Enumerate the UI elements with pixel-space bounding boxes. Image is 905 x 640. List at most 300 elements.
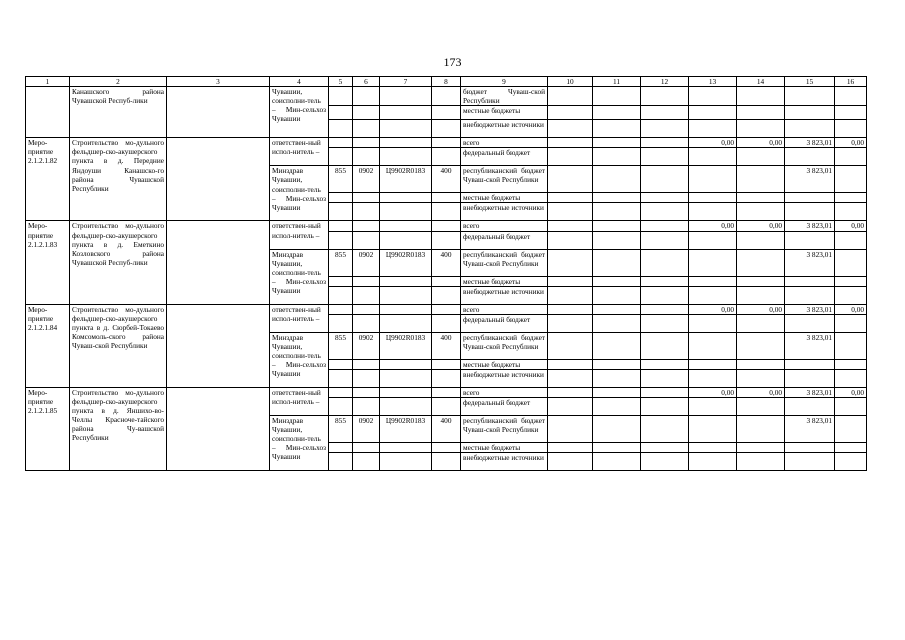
empty-cell <box>353 106 380 120</box>
column-number-cell: 11 <box>593 77 641 87</box>
empty-cell <box>689 87 737 106</box>
amount-cell: 0,00 <box>689 138 737 148</box>
empty-cell <box>641 138 689 148</box>
empty-cell <box>785 120 835 138</box>
empty-cell <box>548 221 593 231</box>
empty-cell <box>835 87 867 106</box>
column-number-cell: 15 <box>785 77 835 87</box>
event-id-cell: Меро-приятие 2.1.2.1.84 <box>26 304 70 387</box>
csr-cell: Ц9902R0183 <box>380 249 432 276</box>
vr-cell: 400 <box>432 332 461 359</box>
empty-cell <box>593 231 641 249</box>
object-cell: Строительство мо-дульного фельдшер-ско-акушерского пункта в д. Яншихо-во-Челлы Красноче-тайского района Чу-вашской Республики <box>70 387 167 470</box>
empty-cell <box>353 221 380 231</box>
empty-cell <box>737 166 785 193</box>
empty-cell <box>548 106 593 120</box>
executor-cell: Минздрав Чувашии, соисполни-тель – Мин-сельхоз Чувашии <box>270 332 329 387</box>
empty-cell <box>689 249 737 276</box>
empty-cell <box>641 87 689 106</box>
amount-cell: 3 823,01 <box>785 415 835 442</box>
funding-source-cell: местные бюджеты <box>461 276 548 286</box>
empty-cell <box>432 397 461 415</box>
empty-cell <box>432 442 461 452</box>
vr-cell: 400 <box>432 415 461 442</box>
empty-cell <box>737 249 785 276</box>
empty-cell <box>353 453 380 471</box>
empty-cell <box>380 148 432 166</box>
object-cell: Строительство мо-дульного фельдшер-ско-акушерского пункта в д. Сюрбей-Токаево Комсомоль-ского района Чуваш-ской Республики <box>70 304 167 387</box>
empty-cell <box>380 106 432 120</box>
empty-cell <box>737 332 785 359</box>
empty-cell <box>737 442 785 452</box>
empty-cell <box>593 106 641 120</box>
empty-cell <box>432 304 461 314</box>
empty-cell <box>380 314 432 332</box>
empty-cell <box>641 453 689 471</box>
funding-source-cell: всего <box>461 221 548 231</box>
empty-cell <box>167 221 270 304</box>
empty-cell <box>737 359 785 369</box>
empty-cell <box>835 166 867 193</box>
empty-cell <box>593 166 641 193</box>
empty-cell <box>593 332 641 359</box>
amount-cell: 3 823,01 <box>785 249 835 276</box>
empty-cell <box>641 442 689 452</box>
empty-cell <box>329 203 353 221</box>
empty-cell <box>329 453 353 471</box>
empty-cell <box>689 106 737 120</box>
empty-cell <box>548 453 593 471</box>
funding-source-cell: федеральный бюджет <box>461 148 548 166</box>
funding-source-cell: республиканский бюджет Чуваш-ской Республики <box>461 415 548 442</box>
empty-cell <box>380 276 432 286</box>
empty-cell <box>432 359 461 369</box>
event-id-cell: Меро-приятие 2.1.2.1.82 <box>26 138 70 221</box>
empty-cell <box>737 397 785 415</box>
empty-cell <box>353 314 380 332</box>
funding-source-cell: всего <box>461 387 548 397</box>
empty-cell <box>380 286 432 304</box>
funding-source-cell: местные бюджеты <box>461 359 548 369</box>
empty-cell <box>785 203 835 221</box>
empty-cell <box>689 442 737 452</box>
empty-cell <box>329 120 353 138</box>
empty-cell <box>353 120 380 138</box>
empty-cell <box>737 369 785 387</box>
empty-cell <box>835 359 867 369</box>
empty-cell <box>835 106 867 120</box>
funding-source-cell: внебюджетные источники <box>461 286 548 304</box>
column-number-cell: 13 <box>689 77 737 87</box>
empty-cell <box>593 221 641 231</box>
empty-cell <box>432 106 461 120</box>
empty-cell <box>353 387 380 397</box>
empty-cell <box>689 369 737 387</box>
empty-cell <box>329 138 353 148</box>
empty-cell <box>353 359 380 369</box>
empty-cell <box>689 148 737 166</box>
empty-cell <box>785 148 835 166</box>
empty-cell <box>329 193 353 203</box>
event-id-cell: Меро-приятие 2.1.2.1.85 <box>26 387 70 470</box>
empty-cell <box>432 231 461 249</box>
empty-cell <box>380 120 432 138</box>
amount-cell: 3 823,01 <box>785 304 835 314</box>
empty-cell <box>641 276 689 286</box>
column-number-cell: 3 <box>167 77 270 87</box>
budget-table <box>25 76 867 471</box>
empty-cell <box>593 120 641 138</box>
empty-cell <box>593 87 641 106</box>
empty-cell <box>641 314 689 332</box>
empty-cell <box>329 286 353 304</box>
empty-cell <box>353 442 380 452</box>
empty-cell <box>785 106 835 120</box>
table-row <box>26 138 867 148</box>
empty-cell <box>167 138 270 221</box>
empty-cell <box>785 193 835 203</box>
empty-cell <box>689 193 737 203</box>
column-number-cell: 10 <box>548 77 593 87</box>
empty-cell <box>593 249 641 276</box>
empty-cell <box>835 397 867 415</box>
empty-cell <box>641 203 689 221</box>
object-cell: Строительство мо-дульного фельдшер-ско-акушерского пункта в д. Еметкино Козловского района Чувашской Респуб-лики <box>70 221 167 304</box>
empty-cell <box>835 415 867 442</box>
empty-cell <box>785 87 835 106</box>
empty-cell <box>737 148 785 166</box>
empty-cell <box>737 87 785 106</box>
empty-cell <box>641 286 689 304</box>
empty-cell <box>737 106 785 120</box>
empty-cell <box>835 314 867 332</box>
empty-cell <box>432 369 461 387</box>
empty-cell <box>432 193 461 203</box>
empty-cell <box>641 231 689 249</box>
empty-cell <box>329 148 353 166</box>
empty-cell <box>641 304 689 314</box>
empty-cell <box>380 221 432 231</box>
amount-cell: 0,00 <box>689 304 737 314</box>
empty-cell <box>641 106 689 120</box>
empty-cell <box>329 87 353 106</box>
amount-cell: 3 823,01 <box>785 332 835 359</box>
empty-cell <box>593 397 641 415</box>
rzpr-cell: 0902 <box>353 332 380 359</box>
column-number-cell: 14 <box>737 77 785 87</box>
empty-cell <box>689 286 737 304</box>
funding-source-cell: республиканский бюджет Чуваш-ской Республики <box>461 249 548 276</box>
column-number-cell: 7 <box>380 77 432 87</box>
empty-cell <box>329 304 353 314</box>
empty-cell <box>689 332 737 359</box>
empty-cell <box>548 193 593 203</box>
column-number-cell: 5 <box>329 77 353 87</box>
empty-cell <box>380 138 432 148</box>
amount-cell: 0,00 <box>835 304 867 314</box>
amount-cell: 3 823,01 <box>785 221 835 231</box>
amount-cell: 0,00 <box>737 304 785 314</box>
empty-cell <box>785 276 835 286</box>
empty-cell <box>593 203 641 221</box>
column-number-cell: 2 <box>70 77 167 87</box>
column-number-cell: 16 <box>835 77 867 87</box>
empty-cell <box>593 314 641 332</box>
empty-cell <box>641 359 689 369</box>
empty-cell <box>737 415 785 442</box>
empty-cell <box>329 442 353 452</box>
column-number-cell: 8 <box>432 77 461 87</box>
empty-cell <box>593 453 641 471</box>
funding-source-cell: внебюджетные источники <box>461 120 548 138</box>
empty-cell <box>432 203 461 221</box>
empty-cell <box>593 369 641 387</box>
funding-source-cell: федеральный бюджет <box>461 314 548 332</box>
empty-cell <box>380 231 432 249</box>
empty-cell <box>835 453 867 471</box>
empty-cell <box>593 359 641 369</box>
funding-source-cell: федеральный бюджет <box>461 231 548 249</box>
empty-cell <box>785 442 835 452</box>
funding-source-cell: внебюджетные источники <box>461 453 548 471</box>
empty-cell <box>689 397 737 415</box>
empty-cell <box>432 221 461 231</box>
empty-cell <box>641 332 689 359</box>
funding-source-cell: местные бюджеты <box>461 106 548 120</box>
empty-cell <box>380 369 432 387</box>
empty-cell <box>548 166 593 193</box>
empty-cell <box>548 120 593 138</box>
empty-cell <box>380 203 432 221</box>
funding-source-cell: федеральный бюджет <box>461 397 548 415</box>
grbs-cell: 855 <box>329 415 353 442</box>
empty-cell <box>593 138 641 148</box>
empty-cell <box>835 369 867 387</box>
funding-source-cell: всего <box>461 138 548 148</box>
empty-cell <box>548 249 593 276</box>
object-cell: Строительство мо-дульного фельдшер-ско-акушерского пункта в д. Передние Яндоуши Канашско-го района Чувашской Республики <box>70 138 167 221</box>
empty-cell <box>548 276 593 286</box>
empty-cell <box>380 87 432 106</box>
executor-cell: ответствен-ный испол-нитель – <box>270 138 329 166</box>
empty-cell <box>432 138 461 148</box>
empty-cell <box>835 193 867 203</box>
empty-cell <box>641 166 689 193</box>
empty-cell <box>380 359 432 369</box>
rzpr-cell: 0902 <box>353 415 380 442</box>
empty-cell <box>785 314 835 332</box>
grbs-cell: 855 <box>329 332 353 359</box>
executor-cell: Чувашии, соисполни-тель – Мин-сельхоз Чувашии <box>270 87 329 138</box>
empty-cell <box>689 166 737 193</box>
empty-cell <box>737 193 785 203</box>
empty-cell <box>641 120 689 138</box>
amount-cell: 0,00 <box>835 138 867 148</box>
empty-cell <box>785 286 835 304</box>
empty-cell <box>835 249 867 276</box>
empty-cell <box>329 231 353 249</box>
empty-cell <box>737 286 785 304</box>
amount-cell: 0,00 <box>737 387 785 397</box>
table-row <box>26 87 867 106</box>
empty-cell <box>432 387 461 397</box>
executor-cell: ответствен-ный испол-нитель – <box>270 221 329 249</box>
empty-cell <box>641 221 689 231</box>
amount-cell: 3 823,01 <box>785 166 835 193</box>
empty-cell <box>432 286 461 304</box>
empty-cell <box>548 397 593 415</box>
empty-cell <box>353 193 380 203</box>
grbs-cell: 855 <box>329 249 353 276</box>
empty-cell <box>737 276 785 286</box>
empty-cell <box>167 304 270 387</box>
empty-cell <box>641 415 689 442</box>
empty-cell <box>641 193 689 203</box>
empty-cell <box>641 148 689 166</box>
executor-cell: Минздрав Чувашии, соисполни-тель – Мин-сельхоз Чувашии <box>270 415 329 470</box>
empty-cell <box>785 231 835 249</box>
empty-cell <box>785 453 835 471</box>
amount-cell: 0,00 <box>737 138 785 148</box>
empty-cell <box>353 87 380 106</box>
funding-source-cell: бюджет Чуваш-ской Республики <box>461 87 548 106</box>
empty-cell <box>329 387 353 397</box>
empty-cell <box>593 415 641 442</box>
column-number-cell: 4 <box>270 77 329 87</box>
empty-cell <box>329 276 353 286</box>
empty-cell <box>329 106 353 120</box>
executor-cell: Минздрав Чувашии, соисполни-тель – Мин-сельхоз Чувашии <box>270 166 329 221</box>
empty-cell <box>835 120 867 138</box>
empty-cell <box>548 87 593 106</box>
executor-cell: Минздрав Чувашии, соисполни-тель – Мин-сельхоз Чувашии <box>270 249 329 304</box>
empty-cell <box>548 148 593 166</box>
empty-cell <box>548 359 593 369</box>
empty-cell <box>641 249 689 276</box>
empty-cell <box>353 231 380 249</box>
empty-cell <box>329 397 353 415</box>
empty-cell <box>689 453 737 471</box>
empty-cell <box>593 442 641 452</box>
table-row <box>26 304 867 314</box>
empty-cell <box>548 415 593 442</box>
empty-cell <box>432 87 461 106</box>
empty-cell <box>785 397 835 415</box>
empty-cell <box>380 387 432 397</box>
empty-cell <box>353 148 380 166</box>
rzpr-cell: 0902 <box>353 249 380 276</box>
empty-cell <box>548 286 593 304</box>
page-number: 173 <box>443 55 462 69</box>
empty-cell <box>548 314 593 332</box>
empty-cell <box>737 120 785 138</box>
empty-cell <box>737 453 785 471</box>
amount-cell: 0,00 <box>835 387 867 397</box>
column-number-row <box>26 77 867 87</box>
empty-cell <box>329 359 353 369</box>
amount-cell: 0,00 <box>737 221 785 231</box>
empty-cell <box>593 304 641 314</box>
empty-cell <box>689 314 737 332</box>
empty-cell <box>432 453 461 471</box>
empty-cell <box>689 415 737 442</box>
empty-cell <box>737 314 785 332</box>
csr-cell: Ц9902R0183 <box>380 415 432 442</box>
empty-cell <box>835 286 867 304</box>
empty-cell <box>835 442 867 452</box>
empty-cell <box>548 203 593 221</box>
csr-cell: Ц9902R0183 <box>380 166 432 193</box>
empty-cell <box>353 397 380 415</box>
empty-cell <box>548 304 593 314</box>
amount-cell: 0,00 <box>689 221 737 231</box>
csr-cell: Ц9902R0183 <box>380 332 432 359</box>
empty-cell <box>689 359 737 369</box>
empty-cell <box>329 221 353 231</box>
empty-cell <box>329 369 353 387</box>
empty-cell <box>835 148 867 166</box>
empty-cell <box>432 120 461 138</box>
empty-cell <box>548 369 593 387</box>
empty-cell <box>353 369 380 387</box>
empty-cell <box>380 453 432 471</box>
grbs-cell: 855 <box>329 166 353 193</box>
amount-cell: 0,00 <box>835 221 867 231</box>
empty-cell <box>548 138 593 148</box>
empty-cell <box>689 231 737 249</box>
empty-cell <box>641 369 689 387</box>
column-number-cell: 6 <box>353 77 380 87</box>
amount-cell: 3 823,01 <box>785 138 835 148</box>
table-row <box>26 221 867 231</box>
funding-source-cell: республиканский бюджет Чуваш-ской Республики <box>461 332 548 359</box>
funding-source-cell: местные бюджеты <box>461 442 548 452</box>
table-row <box>26 387 867 397</box>
column-number-cell: 9 <box>461 77 548 87</box>
empty-cell <box>641 397 689 415</box>
empty-cell <box>432 276 461 286</box>
empty-cell <box>835 203 867 221</box>
empty-cell <box>353 138 380 148</box>
event-id-cell: Меро-приятие 2.1.2.1.83 <box>26 221 70 304</box>
empty-cell <box>737 203 785 221</box>
amount-cell: 0,00 <box>689 387 737 397</box>
empty-cell <box>380 193 432 203</box>
empty-cell <box>737 231 785 249</box>
empty-cell <box>593 387 641 397</box>
column-number-cell: 12 <box>641 77 689 87</box>
empty-cell <box>432 314 461 332</box>
empty-cell <box>353 203 380 221</box>
empty-cell <box>689 276 737 286</box>
empty-cell <box>593 276 641 286</box>
empty-cell <box>835 276 867 286</box>
empty-cell <box>641 387 689 397</box>
funding-source-cell: местные бюджеты <box>461 193 548 203</box>
empty-cell <box>785 359 835 369</box>
empty-cell <box>353 276 380 286</box>
empty-cell <box>835 231 867 249</box>
empty-cell <box>785 369 835 387</box>
vr-cell: 400 <box>432 166 461 193</box>
event-id-cell <box>26 87 70 138</box>
executor-cell: ответствен-ный испол-нитель – <box>270 304 329 332</box>
funding-source-cell: внебюджетные источники <box>461 203 548 221</box>
amount-cell: 3 823,01 <box>785 387 835 397</box>
empty-cell <box>432 148 461 166</box>
funding-source-cell: всего <box>461 304 548 314</box>
empty-cell <box>593 286 641 304</box>
